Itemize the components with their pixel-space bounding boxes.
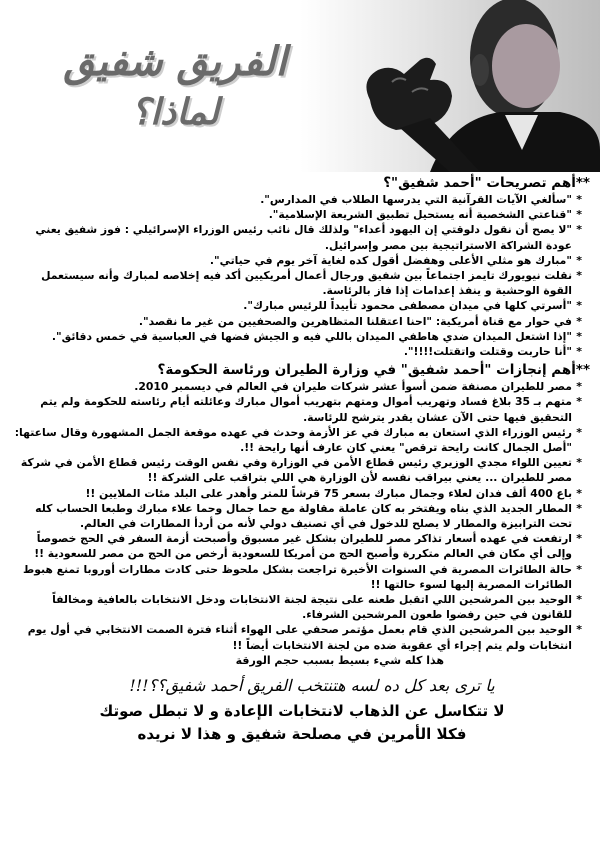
list-item: * نقلت نيويورك تايمز اجتماعاً بين شفيق ورجال أعمال أمريكيين أكد فيه إخلاصه لمبارك وأنه سيستعمل القوة الوحشية و ينفذ إعدامات إذا فاز بالرئاسة. bbox=[10, 268, 594, 298]
list-item: * "أسرتي كلها في ميدان مصطفى محمود تأييداً للرئيس مبارك". bbox=[10, 298, 594, 313]
closing-question: يا ترى بعد كل ده لسه هتنتخب الفريق أحمد شفيق؟؟!!! bbox=[129, 675, 495, 695]
call-to-action-line2: فكلا الأمرين في مصلحة شفيق و هذا لا نريده bbox=[137, 724, 467, 743]
redacted-face-icon bbox=[492, 24, 560, 108]
speaker-photo bbox=[300, 0, 600, 172]
call-to-action-line1: لا تتكاسل عن الذهاب لانتخابات الإعادة و لا تبطل صوتك bbox=[99, 701, 505, 720]
list-item: * "أنا حاربت وقتلت واتقتلت!!!!". bbox=[10, 344, 594, 359]
section-statements-heading: **أهم تصريحات "أحمد شفيق"؟ bbox=[383, 175, 590, 191]
paper-size-note: هذا كله شيء بسيط بسبب حجم الورقة bbox=[235, 653, 444, 667]
list-item: * الوحيد بين المرشحين الذي قام بعمل مؤتمر صحفي على الهواء أثناء فترة الصمت الانتخابي في أول يوم انتخابات ولم يتم إجراء أي عقوبة ضده من لجنة الانتخابات أيضاً !! bbox=[10, 622, 594, 652]
list-item: * "لا يصح أن نقول دلوقتي إن اليهود أعداء" ولذلك قال نائب رئيس الوزراء الإسرائيلي : فوز شفيق يعني عودة الشراكة الاستراتيجية بين مصر وإسرائيل. bbox=[10, 222, 594, 252]
poster-title bbox=[40, 38, 310, 134]
poster-title-line1: الفريق شفيق bbox=[63, 38, 287, 85]
achievements-list bbox=[10, 379, 594, 653]
poster-title-line2: لماذا؟ bbox=[131, 91, 219, 133]
list-item: * "إذا اشتعل الميدان ضدي هاطفي الميدان باللي فيه و الجيش فضها في العباسية في خمس دقائق". bbox=[10, 329, 594, 344]
header-banner bbox=[0, 0, 600, 172]
poster-content bbox=[10, 172, 594, 745]
list-item: * باع 400 ألف فدان لعلاء وجمال مبارك بسعر 75 قرشاً للمتر وأهدر على البلد مئات الملايين !! bbox=[10, 486, 594, 501]
list-item: * متهم بـ 35 بلاغ فساد وتهريب أموال ومتهم بتهريب أموال مبارك وعائلته أيام رئاسته للحكومة ولم يتم التحقيق فيها حتى الآن عشان يقدر يترشح للرئاسة. bbox=[10, 394, 594, 424]
list-item: * مصر للطيران مصنفة ضمن أسوأ عشر شركات طيران في العالم في ديسمبر 2010. bbox=[10, 379, 594, 394]
list-item: * رئيس الوزراء الذي استعان به مبارك في عز الأزمة وحدث في عهده موقعة الجمل المشهورة وقال ساعتها: "أصل الجمال كانت رايحة ترقص" يعني كان عارف أنها رايحة !!. bbox=[10, 425, 594, 455]
list-item: * "مبارك هو مثلي الأعلى وهفضل أقول كده لغاية آخر يوم في حياتي". bbox=[10, 253, 594, 268]
list-item: * "سألغي الآيات القرآنية التي يدرسها الطلاب في المدارس". bbox=[10, 192, 594, 207]
section-achievements-heading: **أهم إنجازات "أحمد شفيق" في وزارة الطيران ورئاسة الحكومة؟ bbox=[157, 362, 590, 379]
statements-list bbox=[10, 192, 594, 359]
list-item: * في حوار مع قناة أمريكية: "احنا اعتقلنا المتظاهرين والصحفيين من غير ما نقصد". bbox=[10, 314, 594, 329]
list-item: * تعيين اللواء مجدي الوزيري رئيس قطاع الأمن في الوزارة وفي نفس الوقت رئيس قطاع الأمن في شركة مصر للطيران ... يعني بيراقب نفسه لأن الوزارة هي اللي بتراقب على الشركة !! bbox=[10, 455, 594, 485]
list-item: * "قناعتي الشخصية أنه يستحيل تطبيق الشريعة الإسلامية". bbox=[10, 207, 594, 222]
list-item: * المطار الجديد الذي بناه ويفتخر به كان عاملة مقاولة مع حما جمال وحما علاء مبارك وطبعا الحساب كله تحت الترابيزة والمطار لا يصلح للدخول في أي تصنيف دولي لأنه من أردأ المطارات في العالم. bbox=[10, 501, 594, 531]
list-item: * ارتفعت في عهده أسعار تذاكر مصر للطيران بشكل غير مسبوق وأصبحت أزمة السفر في الحج خصوصاً وإلى أي مكان في العالم متكررة وأصبح الحج من أمريكا للسعودية أرخص من الحج من مصر للسعودية !! bbox=[10, 531, 594, 561]
list-item: * حالة الطائرات المصرية في السنوات الأخيرة تراجعت بشكل ملحوظ حتى كادت مطارات أوروبا تمنع هبوط الطائرات المصرية إليها لسوء حالتها !! bbox=[10, 562, 594, 592]
list-item: * الوحيد بين المرشحين اللي اتقبل طعنه على نتيجة لجنة الانتخابات ودخل الانتخابات بالعافية ومخالفاً للقانون في حين رفضوا طعون المرشحين الشرفاء. bbox=[10, 592, 594, 622]
